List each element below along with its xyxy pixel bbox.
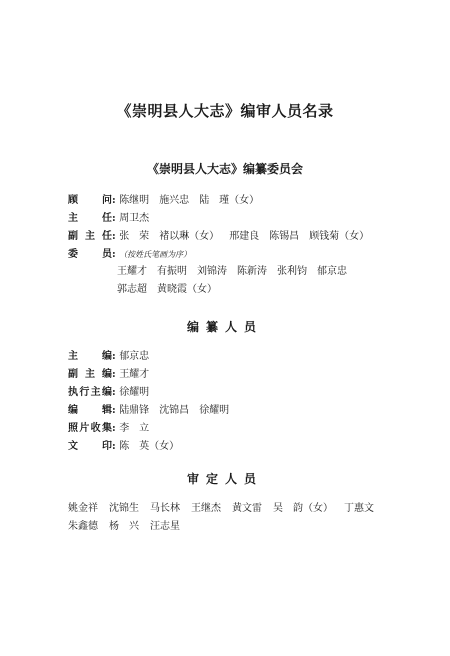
deputy-names	[119, 230, 379, 244]
members-line-1	[117, 265, 357, 279]
exec-row: 执行主编: 徐耀明	[68, 386, 159, 400]
person-name: 邢建良	[229, 231, 260, 242]
advisors-names	[119, 194, 269, 208]
exec-names	[119, 386, 159, 400]
person-name: 王继杰	[191, 503, 221, 514]
person-name: 马长林	[150, 503, 180, 514]
person-name: 陈继明	[119, 195, 150, 206]
editors-row: 编辑: 陆鼎锋 沈锦昌 徐耀明	[68, 404, 239, 418]
person-name: 施兴忠	[159, 195, 190, 206]
print-names	[119, 440, 189, 454]
members-line-2	[117, 283, 227, 297]
person-name: 郭志超	[117, 284, 147, 295]
person-name: 汪志星	[150, 521, 180, 532]
members-row: 委员: （按姓氏笔画为序）	[68, 249, 192, 260]
person-name: 陆鼎锋	[119, 405, 150, 416]
reviewers-line-2	[68, 520, 191, 534]
director-row: 主任: 周卫杰	[68, 212, 159, 226]
person-name: 郁京忠	[317, 266, 347, 277]
editors-names	[119, 404, 239, 418]
person-name: 姚金祥	[68, 503, 98, 514]
person-name: 王耀才	[117, 266, 147, 277]
page-title: 《崇明县人大志》编审人员名录	[116, 102, 334, 120]
person-name: 沈锦昌	[159, 405, 190, 416]
exec-label: 执行主编	[68, 387, 112, 398]
reviewers-heading: 审定人员	[186, 472, 263, 486]
photo-names	[119, 422, 159, 436]
editors-heading: 编纂人员	[186, 320, 263, 334]
print-row: 文印: 陈 英（女）	[68, 440, 189, 454]
person-name: 张 荣	[119, 231, 150, 242]
director-label: 主任	[68, 213, 112, 224]
person-name: 周卫杰	[119, 213, 150, 224]
person-name: 黄文雷	[232, 503, 262, 514]
deputy-label: 副主任	[68, 231, 112, 242]
print-label: 文印	[68, 441, 112, 452]
person-name: 王耀才	[119, 369, 150, 380]
person-name: 陈 英（女）	[119, 441, 180, 452]
person-name: 吴 韵（女）	[273, 503, 333, 514]
person-name: 沈锦生	[109, 503, 139, 514]
person-name: 杨 兴	[109, 521, 139, 532]
person-name: 陈锡昌	[269, 231, 300, 242]
director-names	[119, 212, 159, 226]
deputy-chief-label: 副主编	[68, 369, 112, 380]
editors-label: 编辑	[68, 405, 112, 416]
reviewers-line-1	[68, 502, 385, 516]
person-name: 张利钧	[277, 266, 307, 277]
deputy-chief-names	[119, 368, 159, 382]
person-name: 徐耀明	[119, 387, 150, 398]
person-name: 朱鑫德	[68, 521, 98, 532]
person-name: 陈新涛	[237, 266, 267, 277]
person-name: 丁惠文	[344, 503, 374, 514]
person-name: 李 立	[119, 423, 150, 434]
members-label: 委员	[68, 249, 112, 260]
committee-title: 《崇明县人大志》编纂委员会	[146, 162, 303, 176]
advisors-label: 顾问	[68, 195, 112, 206]
person-name: 郁京忠	[119, 351, 150, 362]
chief-row: 主编: 郁京忠	[68, 350, 159, 364]
advisors-row: 顾问: 陈继明 施兴忠 陆 瑾（女）	[68, 194, 269, 208]
person-name: 陆 瑾（女）	[199, 195, 260, 206]
person-name: 徐耀明	[199, 405, 230, 416]
deputy-chief-row: 副主编: 王耀才	[68, 368, 159, 382]
person-name: 有振明	[157, 266, 187, 277]
photo-label: 照片收集	[68, 423, 112, 434]
person-name: 黄晓霞（女）	[157, 284, 217, 295]
person-name: 褚以琳（女）	[159, 231, 220, 242]
chief-label: 主编	[68, 351, 112, 362]
deputy-row: 副主任: 张 荣 褚以琳（女） 邢建良 陈锡昌 顾钱菊（女）	[68, 230, 379, 244]
chief-names	[119, 350, 159, 364]
photo-row: 照片收集: 李 立	[68, 422, 159, 436]
person-name: 刘锦涛	[197, 266, 227, 277]
members-note: （按姓氏笔画为序）	[119, 250, 192, 259]
person-name: 顾钱菊（女）	[309, 231, 370, 242]
